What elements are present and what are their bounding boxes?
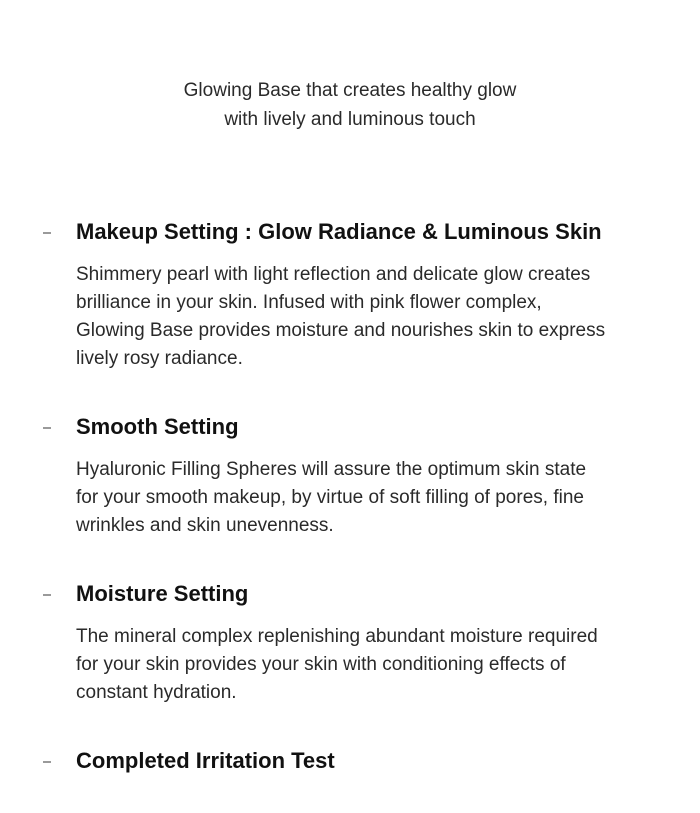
intro-line: with lively and luminous touch (224, 109, 476, 130)
description-line: lively rosy radiance. (76, 348, 243, 369)
section-title: Makeup Setting : Glow Radiance & Luminous Skin (76, 219, 602, 244)
section-description (76, 623, 676, 707)
description-line: for your skin provides your skin with conditioning effects of (76, 654, 566, 675)
bullet-dash-icon (43, 232, 51, 234)
description-line: The mineral complex replenishing abundant moisture required (76, 626, 598, 647)
bullet-dash-icon (43, 761, 51, 763)
section-title: Moisture Setting (76, 581, 249, 606)
description-line: for your smooth makeup, by virtue of soft filling of pores, fine (76, 487, 584, 508)
description-line: wrinkles and skin unevenness. (76, 515, 334, 536)
description-line: Glowing Base provides moisture and nourishes skin to express (76, 320, 606, 341)
section-title: Smooth Setting (76, 414, 239, 439)
description-line: brilliance in your skin. Infused with pink flower complex, (76, 292, 542, 313)
description-line: Shimmery pearl with light reflection and delicate glow creates (76, 264, 591, 285)
section-description (76, 456, 676, 540)
section-title: Completed Irritation Test (76, 748, 335, 773)
description-line: constant hydration. (76, 682, 237, 703)
bullet-dash-icon (43, 427, 51, 429)
section-description (76, 261, 676, 373)
intro-line: Glowing Base that creates healthy glow (183, 80, 517, 101)
description-line: Hyaluronic Filling Spheres will assure the optimum skin state (76, 459, 587, 480)
intro-text (0, 76, 700, 134)
bullet-dash-icon (43, 594, 51, 596)
